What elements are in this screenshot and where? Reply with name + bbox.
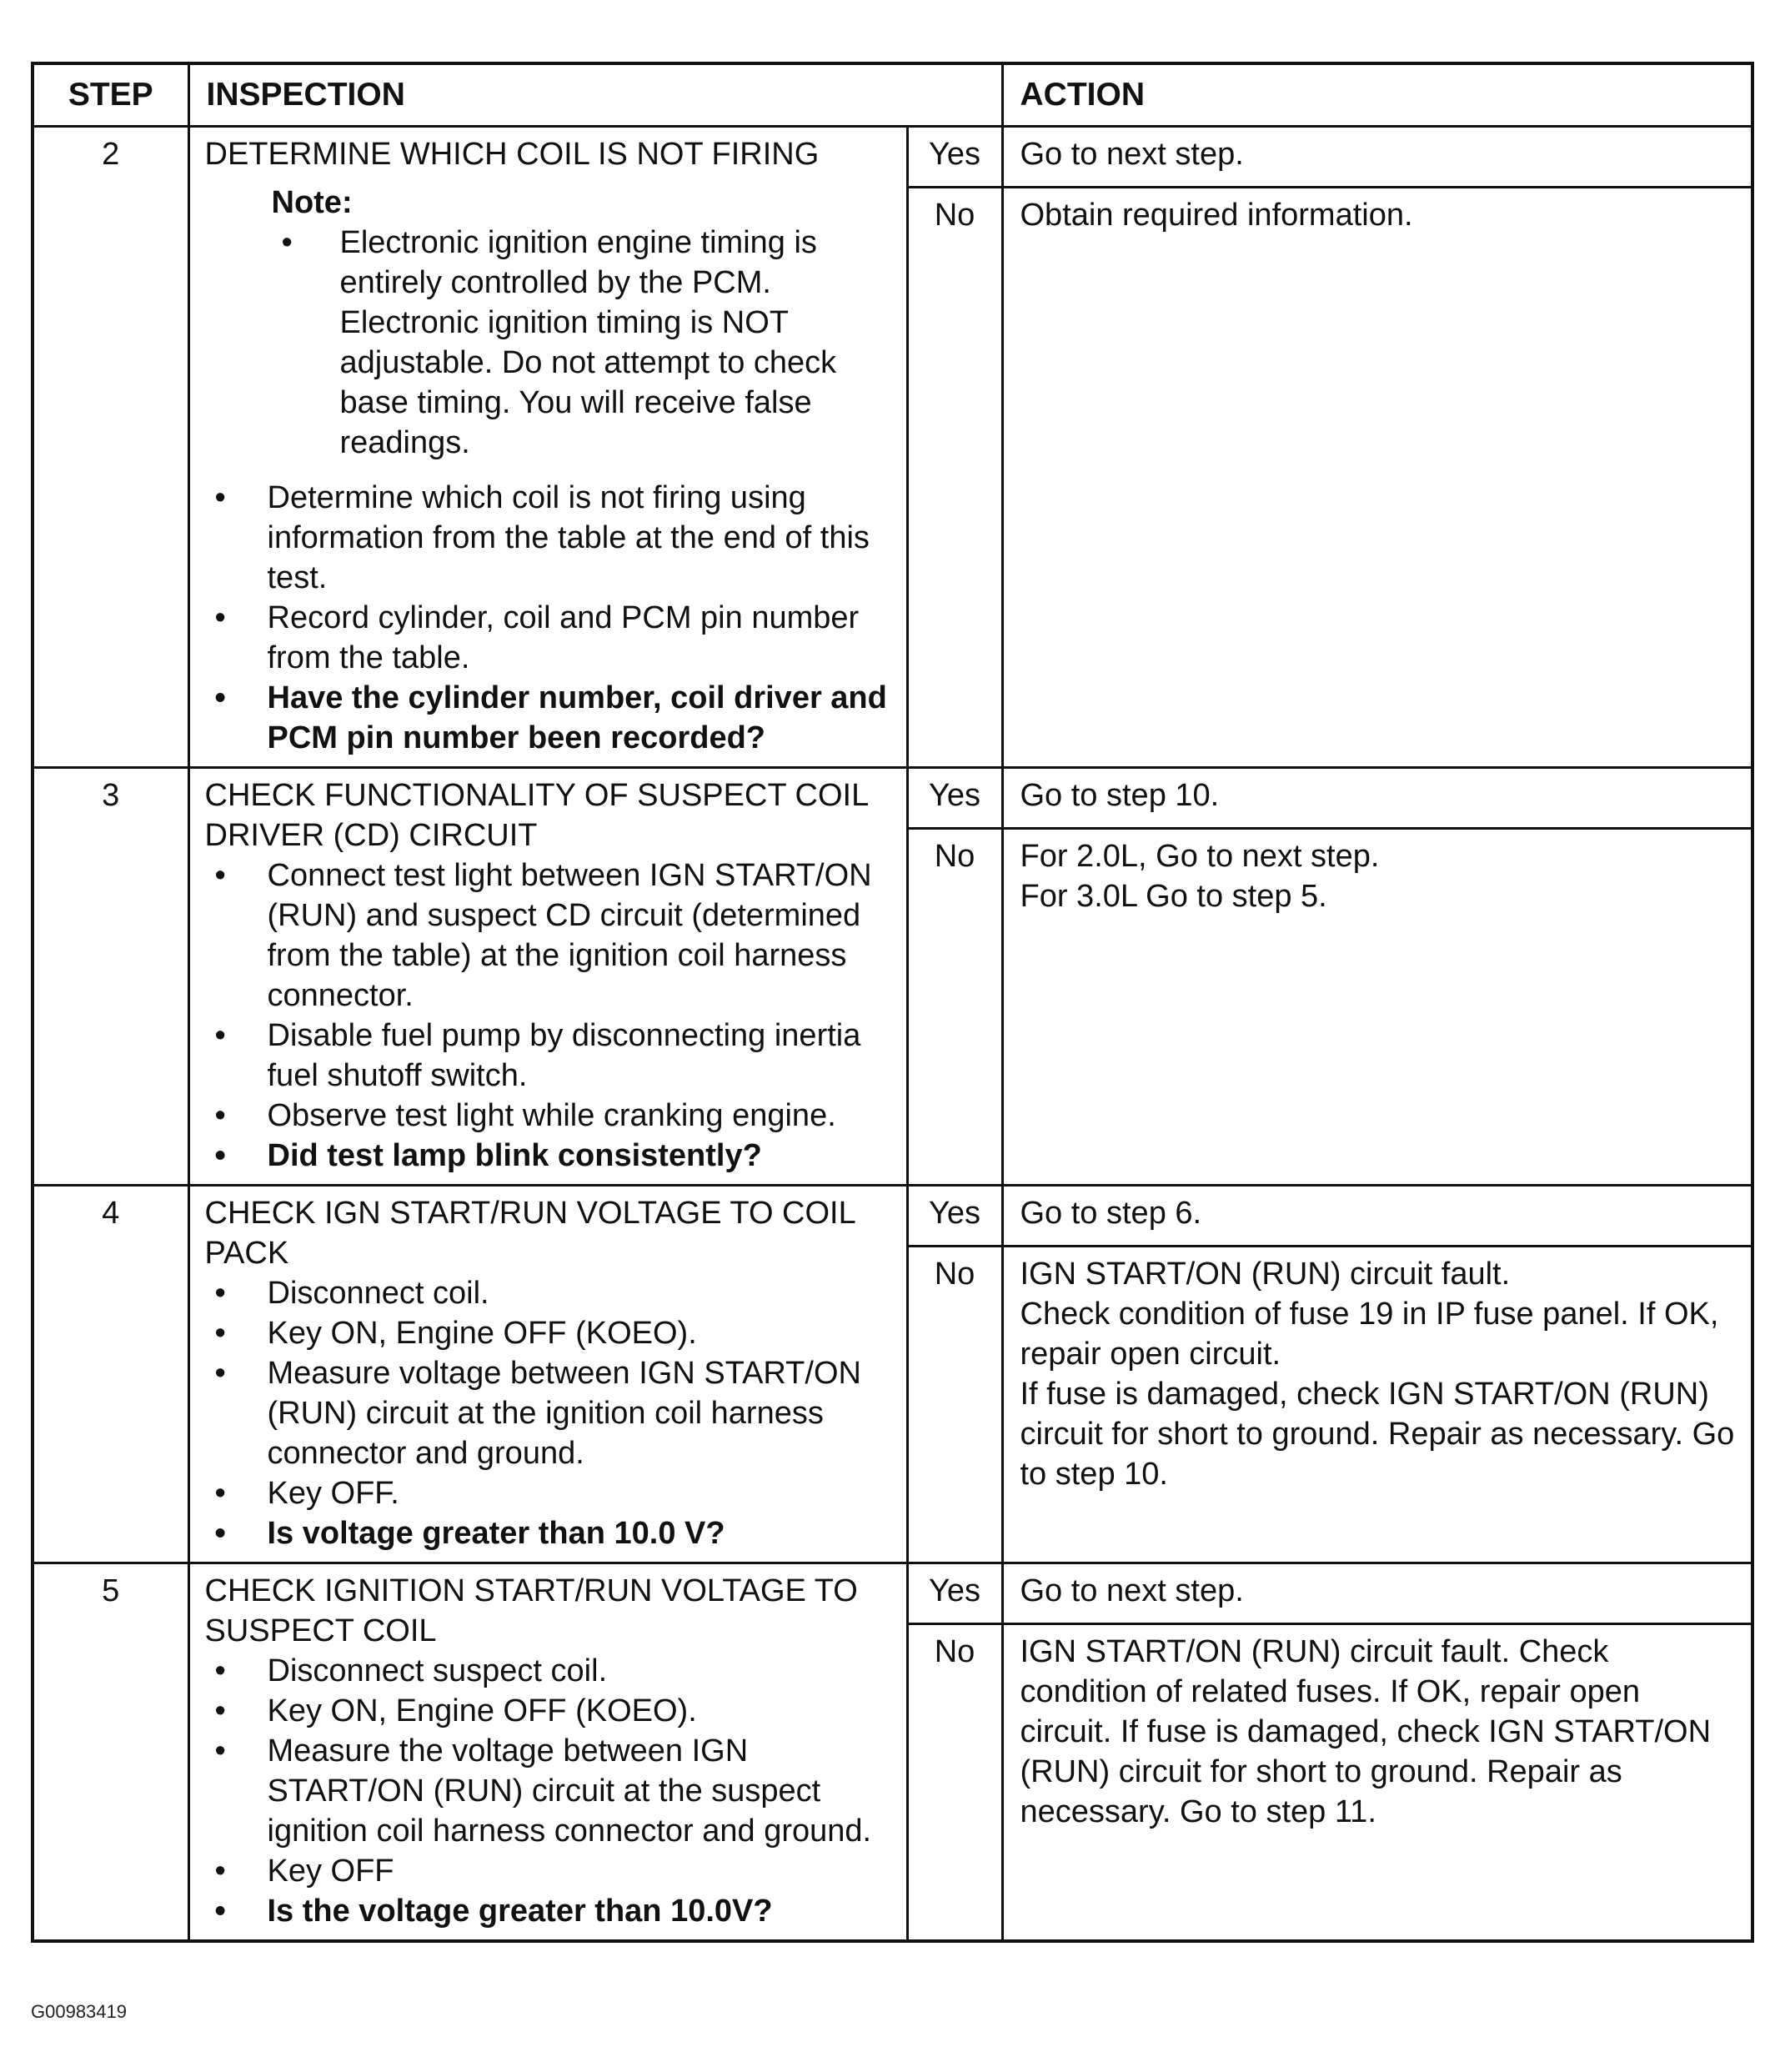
no-label: No [907, 1247, 1002, 1563]
figure-id: G00983419 [31, 2001, 127, 2022]
inspection-bullet: • Key OFF. [205, 1473, 895, 1513]
inspection-header: INSPECTION [188, 63, 1002, 127]
inspection-question: • Is voltage greater than 10.0 V? [205, 1513, 895, 1553]
note-heading: Note: [271, 185, 353, 220]
diagnostic-table [31, 62, 1754, 1943]
step-number: 5 [33, 1563, 188, 1942]
no-action-line: Check condition of fuse 19 in IP fuse panel. If OK, repair open circuit. [1020, 1297, 1719, 1372]
inspection-question: • Did test lamp blink consistently? [205, 1136, 895, 1176]
no-action-line: Obtain required information. [1020, 198, 1413, 233]
yes-action [1002, 127, 1752, 188]
inspection-bullet: • Observe test light while cranking engine. [205, 1096, 895, 1136]
yes-label: Yes [907, 1186, 1002, 1247]
table-row [33, 768, 1752, 829]
yes-action [1002, 1186, 1752, 1247]
no-action-line: For 3.0L Go to step 5. [1020, 879, 1327, 914]
note-bullet: • Electronic ignition engine timing is entirely controlled by the PCM. Electronic ignition timing is NOT adjustable. Do not attempt to check base timing. You will receive false readings. [272, 223, 895, 463]
inspection-steps-list [205, 478, 895, 758]
note-list [272, 223, 895, 463]
no-label: No [907, 188, 1002, 768]
no-action [1002, 188, 1752, 768]
inspection-question: • Have the cylinder number, coil driver and PCM pin number been recorded? [205, 678, 895, 758]
inspection-cell [188, 768, 907, 1186]
yes-label: Yes [907, 127, 1002, 188]
inspection-steps-list [205, 1651, 895, 1931]
inspection-steps-list [205, 855, 895, 1176]
inspection-bullet: • Key OFF [205, 1851, 895, 1891]
inspection-title: CHECK IGN START/RUN VOLTAGE TO COIL PACK [204, 1196, 855, 1271]
yes-action-line: Go to next step. [1020, 1573, 1244, 1608]
inspection-title: CHECK IGNITION START/RUN VOLTAGE TO SUSPECT COIL [204, 1573, 858, 1648]
no-action-line: IGN START/ON (RUN) circuit fault. [1020, 1257, 1511, 1292]
no-action [1002, 829, 1752, 1186]
step-header: STEP [33, 63, 188, 127]
no-label: No [907, 829, 1002, 1186]
yes-action-line: Go to step 6. [1020, 1196, 1202, 1231]
inspection-bullet: • Measure voltage between IGN START/ON (RUN) circuit at the ignition coil harness connector and ground. [205, 1353, 895, 1473]
no-label: No [907, 1624, 1002, 1942]
yes-action [1002, 1563, 1752, 1624]
inspection-bullet: • Key ON, Engine OFF (KOEO). [205, 1691, 895, 1731]
step-number: 3 [33, 768, 188, 1186]
action-header: ACTION [1002, 63, 1752, 127]
inspection-bullet: • Disconnect coil. [205, 1273, 895, 1313]
inspection-bullet: • Measure the voltage between IGN START/ON (RUN) circuit at the suspect ignition coil harness connector and ground. [205, 1731, 895, 1851]
inspection-title: DETERMINE WHICH COIL IS NOT FIRING [204, 137, 820, 172]
table-row [33, 1563, 1752, 1624]
table-row [33, 127, 1752, 188]
step-number: 2 [33, 127, 188, 768]
inspection-title: CHECK FUNCTIONALITY OF SUSPECT COIL DRIVER (CD) CIRCUIT [204, 778, 868, 853]
inspection-cell [188, 1563, 907, 1942]
no-action [1002, 1247, 1752, 1563]
inspection-bullet: • Determine which coil is not firing using information from the table at the end of this test. [205, 478, 895, 598]
no-action [1002, 1624, 1752, 1942]
inspection-question: • Is the voltage greater than 10.0V? [205, 1891, 895, 1931]
yes-label: Yes [907, 768, 1002, 829]
yes-action [1002, 768, 1752, 829]
step-number: 4 [33, 1186, 188, 1563]
inspection-cell [188, 1186, 907, 1563]
inspection-bullet: • Disconnect suspect coil. [205, 1651, 895, 1691]
inspection-steps-list [205, 1273, 895, 1553]
inspection-bullet: • Record cylinder, coil and PCM pin number from the table. [205, 598, 895, 678]
inspection-cell [188, 127, 907, 768]
yes-action-line: Go to step 10. [1020, 778, 1220, 813]
table-body [33, 127, 1752, 1942]
yes-label: Yes [907, 1563, 1002, 1624]
inspection-bullet: • Key ON, Engine OFF (KOEO). [205, 1313, 895, 1353]
yes-action-line: Go to next step. [1020, 137, 1244, 172]
no-action-line: If fuse is damaged, check IGN START/ON (RUN) circuit for short to ground. Repair as necessary. Go to step 10. [1020, 1377, 1735, 1492]
no-action-line: IGN START/ON (RUN) circuit fault. Check condition of related fuses. If OK, repair open circuit. If fuse is damaged, check IGN START/ON (RUN) circuit for short to ground. Repair as necessary. Go to step 11. [1020, 1634, 1712, 1829]
inspection-bullet: • Disable fuel pump by disconnecting inertia fuel shutoff switch. [205, 1016, 895, 1096]
no-action-line: For 2.0L, Go to next step. [1020, 839, 1380, 874]
table-row [33, 1186, 1752, 1247]
inspection-bullet: • Connect test light between IGN START/ON (RUN) and suspect CD circuit (determined from the table) at the ignition coil harness connector. [205, 855, 895, 1016]
table-header-row [33, 63, 1752, 127]
note-block [272, 183, 895, 463]
